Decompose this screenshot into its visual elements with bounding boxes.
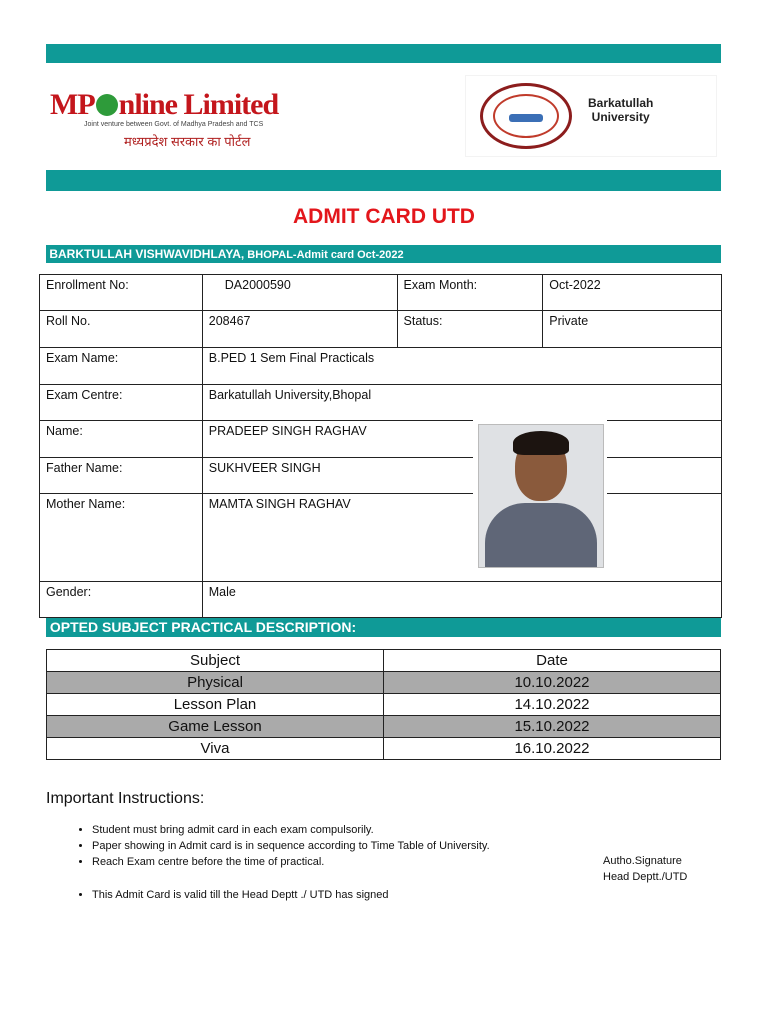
gender-label: Gender: (40, 582, 203, 618)
subject-cell: Physical (47, 672, 384, 694)
subject-cell: Viva (47, 738, 384, 760)
exam-centre-label: Exam Centre: (40, 385, 203, 421)
table-row (47, 672, 721, 694)
father-name-label: Father Name: (40, 458, 203, 494)
globe-icon (96, 94, 118, 116)
list-item: • Paper showing in Admit card is in sequence according to Time Table of University. (92, 838, 612, 854)
header-divider-bar (46, 170, 721, 191)
table-row (47, 716, 721, 738)
table-row (47, 694, 721, 716)
subject-cell: Lesson Plan (47, 694, 384, 716)
name-label: Name: (40, 421, 203, 458)
subjects-table (46, 649, 721, 760)
instructions-heading: Important Instructions: (46, 790, 205, 807)
date-cell: 14.10.2022 (384, 694, 721, 716)
subjects-section-title: OPTED SUBJECT PRACTICAL DESCRIPTION: (46, 618, 721, 637)
date-header: Date (384, 650, 721, 672)
father-name-value: SUKHVEER SINGH (202, 458, 721, 494)
date-cell: 15.10.2022 (384, 716, 721, 738)
university-seal-icon (480, 83, 572, 149)
top-banner-bar (46, 44, 721, 63)
signature-block: Autho.Signature Head Deptt./UTD (603, 855, 688, 883)
candidate-photo (473, 420, 607, 570)
university-logo: Barkatullah University (465, 75, 717, 157)
exam-centre-value: Barkatullah University,Bhopal (202, 385, 721, 421)
roll-value: 208467 (202, 311, 397, 348)
enrollment-label: Enrollment No: (40, 275, 203, 311)
list-item: • Reach Exam centre before the time of practical. (92, 854, 612, 870)
mother-name-label: Mother Name: (40, 494, 203, 582)
enrollment-value: DA2000590 (202, 275, 397, 311)
status-value: Private (543, 311, 722, 348)
exam-month-value: Oct-2022 (543, 275, 722, 311)
subject-cell: Game Lesson (47, 716, 384, 738)
date-cell: 16.10.2022 (384, 738, 721, 760)
exam-month-label: Exam Month: (397, 275, 543, 311)
status-label: Status: (397, 311, 543, 348)
candidate-info-table (39, 274, 722, 618)
instructions-list (46, 822, 612, 903)
name-value: PRADEEP SINGH RAGHAV (202, 421, 721, 458)
gender-value: Male (202, 582, 721, 618)
exam-name-label: Exam Name: (40, 348, 203, 385)
mponline-logo: MP nline Limited Joint venture between Govt. of Madhya Pradesh and TCS मध्यप्रदेश सरकार का पोर्टल (50, 88, 279, 149)
university-subheader: BARKTULLAH VISHWAVIDHLAYA, BHOPAL-Admit card Oct-2022 (46, 245, 721, 263)
date-cell: 10.10.2022 (384, 672, 721, 694)
page-title: ADMIT CARD UTD (293, 205, 475, 228)
table-row (47, 738, 721, 760)
list-item: • This Admit Card is valid till the Head Deptt ./ UTD has signed (92, 887, 612, 903)
exam-name-value: B.PED 1 Sem Final Practicals (202, 348, 721, 385)
subject-header: Subject (47, 650, 384, 672)
list-item: • Student must bring admit card in each exam compulsorily. (92, 822, 612, 838)
mother-name-value: MAMTA SINGH RAGHAV (202, 494, 721, 582)
roll-label: Roll No. (40, 311, 203, 348)
